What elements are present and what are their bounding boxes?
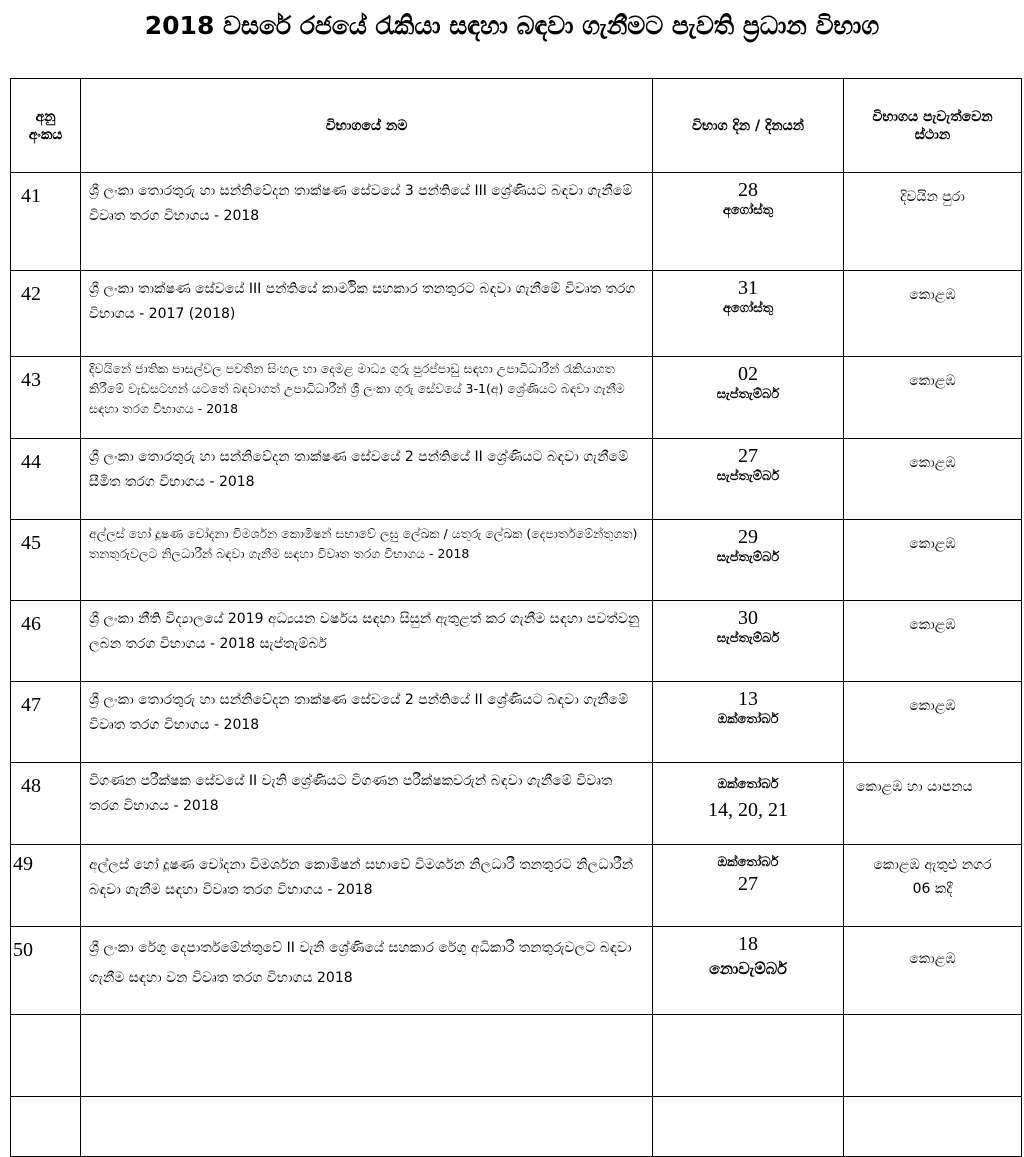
row-number: 47 (11, 682, 81, 763)
exam-venue: කොළඹ හා යාපනය (844, 763, 1022, 845)
exam-venue: කොළඹ (844, 520, 1022, 601)
table-row (11, 439, 1022, 520)
date-month: සැප්තැම්බර් (716, 631, 780, 646)
row-number: 45 (11, 520, 81, 601)
date-day: 13 (738, 688, 758, 710)
exam-date (653, 357, 844, 439)
table-row (11, 682, 1022, 763)
table-row (11, 927, 1022, 1015)
header-exam-date: විභාග දින / දිනයන් (653, 79, 844, 173)
date-month: සැප්තැම්බර් (716, 387, 780, 402)
header-row (11, 79, 1022, 173)
exam-date (653, 845, 844, 927)
exam-venue: කොළඹ (844, 927, 1022, 1015)
table-row (11, 357, 1022, 439)
date-day: 14, 20, 21 (708, 799, 788, 821)
header-exam-name: විභාගයේ නම (81, 79, 653, 173)
table-row (11, 601, 1022, 682)
date-day: 31 (738, 277, 758, 299)
exam-venue: කොළඹ (844, 682, 1022, 763)
date-day: 29 (738, 526, 758, 548)
row-number: 44 (11, 439, 81, 520)
exam-venue: කොළඹ (844, 271, 1022, 357)
row-number: 41 (11, 173, 81, 271)
empty-cell (81, 1015, 653, 1097)
date-month: ඔක්තෝබර් (717, 855, 779, 870)
date-month: ඔක්තෝබර් (717, 777, 779, 792)
exam-date (653, 763, 844, 845)
row-number: 50 (11, 927, 81, 1015)
empty-cell (844, 1015, 1022, 1097)
date-day: 30 (738, 607, 758, 629)
exam-date (653, 601, 844, 682)
empty-cell (11, 1015, 81, 1097)
table-row (11, 520, 1022, 601)
exam-date (653, 682, 844, 763)
date-month: සැප්තැම්බර් (716, 550, 780, 565)
date-month: සැප්තැම්බර් (716, 469, 780, 484)
exam-name: ශ්‍රී ලංකා රේගු දෙපාර්තමේන්තුවේ II වැනි ශ්‍රේණියේ සහකාර රේගු අධිකාරී තනතුරුවලට බඳවා ගැනීම සඳහා වන විවෘත තරග විභාගය 2018 (81, 927, 653, 1015)
date-month: අගෝස්තු (722, 301, 774, 316)
date-day: 27 (738, 445, 758, 467)
date-day: 27 (738, 873, 758, 895)
exam-venue: කොළඹ (844, 357, 1022, 439)
table-row (11, 271, 1022, 357)
exam-name: ශ්‍රී ලංකා තොරතුරු හා සන්නිවේදන තාක්ෂණ සේවයේ 2 පන්තියේ II ශ්‍රේණියට බඳවා ගැනීමේ සීමිත තරග විභාගය - 2018 (81, 439, 653, 520)
header-number: අනු අංකය (11, 79, 81, 173)
page-title: 2018 වසරේ රජයේ රැකියා සඳහා බඳවා ගැනීමට පැවති ප්‍රධාන විභාග (144, 11, 880, 40)
date-day: 18 (738, 933, 758, 955)
row-number: 42 (11, 271, 81, 357)
exam-venue: කොළඹ (844, 601, 1022, 682)
exam-name: දිවයිනේ ජාතික පාසල්වල පවතින සිංහල හා දෙමළ මාධ්‍ය ගුරු පුරප්පාඩු සඳහා උපාධිධාරීන් රැකියාගත කිරීමේ වැඩසටහන් යටතේ බඳවාගත් උපාධිධාරීන් ශ්‍රී ලංකා ගුරු සේවයේ 3-1(අ) ශ්‍රේණියට බඳවා ගැනීම සඳහා තරග විභාගය - 2018 (81, 357, 653, 439)
exam-date (653, 520, 844, 601)
date-month: අගෝස්තු (722, 203, 774, 218)
date-month: නොවැම්බර් (709, 959, 787, 978)
row-number: 46 (11, 601, 81, 682)
empty-row (11, 1097, 1022, 1157)
empty-cell (653, 1015, 844, 1097)
date-month: ඔක්තෝබර් (717, 712, 779, 727)
exam-date (653, 173, 844, 271)
exam-venue: කොළඹ (844, 439, 1022, 520)
exam-name: ශ්‍රී ලංකා තාක්ෂණ සේවයේ III පන්තියේ කාර්මික සහකාර තනතුරට බඳවා ගැනීමේ විවෘත තරග විභාගය - 2017 (2018) (81, 271, 653, 357)
date-day: 02 (738, 363, 758, 385)
exam-name: විගණන පරීක්ෂක සේවයේ II වැනි ශ්‍රේණියට විගණන පරීක්ෂකවරුන් බඳවා ගැනීමේ විවෘත තරග විභාගය - 2018 (81, 763, 653, 845)
table-row (11, 763, 1022, 845)
header-venue: විභාගය පැවැත්වෙන ස්ථාන (844, 79, 1022, 173)
row-number: 48 (11, 763, 81, 845)
exam-name: අල්ලස් හෝ දූෂණ චෝදනා විමර්ශන කොමිෂන් සභාවේ ලඝු ලේඛක / යතුරු ලේඛක (දෙපාර්තමේන්තුගත) තනතුරුවලට නිලධාරීන් බඳවා ගැනීම සඳහා විවෘත තරග විභාගය - 2018 (81, 520, 653, 601)
exam-name: ශ්‍රී ලංකා තොරතුරු හා සන්නිවේදන තාක්ෂණ සේවයේ 3 පන්තියේ III ශ්‍රේණියට බඳවා ගැනීමේ විවෘත තරග විභාගය - 2018 (81, 173, 653, 271)
exam-date (653, 927, 844, 1015)
table-row (11, 845, 1022, 927)
exam-venue: කොළඹ ඇතුළු නගර 06 කදී (844, 845, 1022, 927)
empty-cell (11, 1097, 81, 1157)
exam-venue: දිවයින පුරා (844, 173, 1022, 271)
empty-cell (844, 1097, 1022, 1157)
exam-table (10, 78, 1022, 1157)
exam-name: ශ්‍රී ලංකා නීති විද්‍යාලයේ 2019 අධ්‍යයන වර්ෂය සඳහා සිසුන් ඇතුළත් කර ගැනීම සඳහා පවත්වනු ලබන තරග විභාගය - 2018 සැප්තැම්බර් (81, 601, 653, 682)
exam-name: අල්ලස් හෝ දූෂණ චෝදනා විමර්ශන කොමිෂන් සභාවේ විමර්ශන නිලධාරී තනතුරට නිලධාරීන් බඳවා ගැනීම සඳහා විවෘත තරග විභාගය - 2018 (81, 845, 653, 927)
empty-row (11, 1015, 1022, 1097)
exam-date (653, 271, 844, 357)
empty-cell (81, 1097, 653, 1157)
exam-date (653, 439, 844, 520)
empty-cell (653, 1097, 844, 1157)
table-row (11, 173, 1022, 271)
row-number: 43 (11, 357, 81, 439)
exam-name: ශ්‍රී ලංකා තොරතුරු හා සන්නිවේදන තාක්ෂණ සේවයේ 2 පන්තියේ II ශ්‍රේණියට බඳවා ගැනීමේ විවෘත තරග විභාගය - 2018 (81, 682, 653, 763)
row-number: 49 (11, 845, 81, 927)
date-day: 28 (738, 179, 758, 201)
